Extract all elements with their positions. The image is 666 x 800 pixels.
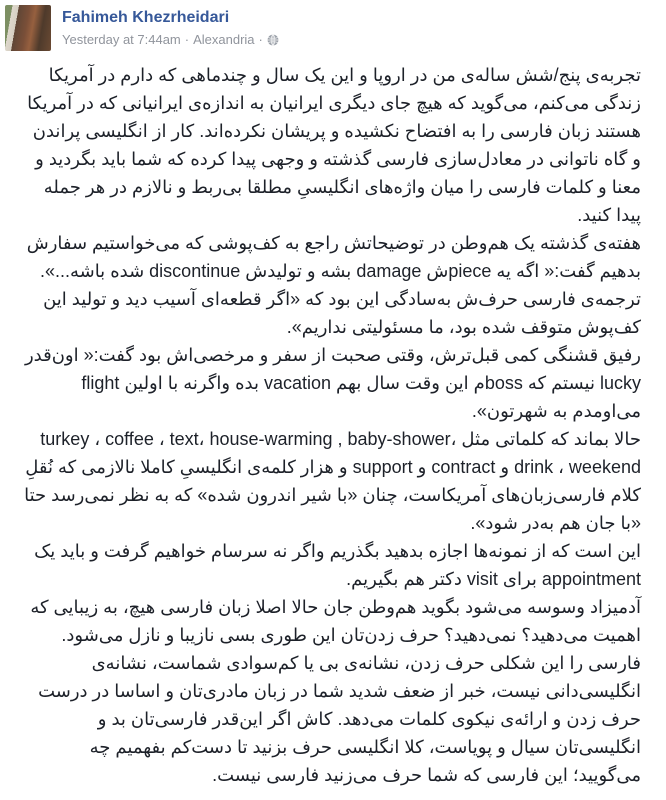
- location-link[interactable]: Alexandria: [193, 32, 255, 47]
- author-name-link[interactable]: Fahimeh Khezrheidari: [62, 9, 230, 26]
- meta-separator: ·: [258, 32, 263, 47]
- post-paragraph: آدمیزاد وسوسه می‌شود بگوید هم‌وطن جان حالا اصلا زبان فارسی هیچ، به زیبایی که اهمیت می‌دهید؟ نمی‌دهید؟ حرف زدن‌تان این طوری بسی نازیبا و نازل می‌شود. فارسی را این شکلی حرف زدن، نشانه‌ی بی یا کم‌سوادی شماست، نشانه‌ی انگلیسی‌دانی نیست، خبر از ضعف شدید شما در زبان مادری‌تان و اساسا در درست حرف زدن و ارائه‌ی نیکوی کلمات می‌دهد. کاش اگر این‌قدر فارسی‌تان بد و انگلیسی‌تان سیال و پویاست، کلا انگلیسی حرف بزنید تا دست‌کم بفهمیم چه می‌گویید؛ این فارسی که شما حرف می‌زنید فارسی نیست.: [30, 597, 641, 785]
- globe-privacy-icon: [267, 34, 279, 46]
- post-paragraph: هفته‌ی گذشته یک هم‌وطن در توضیحاتش راجع به کف‌پوشی که می‌خواستیم سفارش بدهیم گفت:« اگه یه pieceش damage بشه و تولیدش discontinue شده باشه...». ترجمه‌ی فارسی حرف‌ش به‌سادگی این بود که «اگر قطعه‌ای آسیب دید و تولید این کف‌پوش متوقف شده بود، ما مسئولیتی نداریم».: [26, 233, 641, 337]
- post-paragraph: تجربه‌ی پنج/شش ساله‌ی من در اروپا و این یک سال و چندماهی که دارم در آمریکا زندگی می‌کنم، می‌گوید که هیچ جای دیگری ایرانیان به اندازه‌ی ایرانیانی که در آمریکا هستند زبان فارسی را به افتضاح نکشیده و پریشان نکرده‌اند. کار از انگلیسی پراندن و گاه ناتوانی در معادل‌سازی فارسی گذشته و وجهی پیدا کرده که شما باید بگردید و معنا و کلمات فارسی را میان واژه‌های انگلیسیِ مطلقا بی‌ربط و نالازم در هر جمله پیدا کنید.: [27, 65, 641, 225]
- post-paragraph: این است که از نمونه‌ها اجازه بدهید بگذریم واگر نه سرسام خواهیم گرفت و باید یک appointment برای visit دکتر هم بگیریم.: [34, 541, 641, 589]
- post-paragraph: رفیق قشنگی کمی قبل‌ترش، وقتی صحبت از سفر و مرخصی‌اش بود گفت:« اون‌قدر lucky نیستم که bossم این وقت سال بهم vacation بده واگرنه با اولین flight می‌اومدم به شهرتون».: [24, 345, 641, 421]
- timestamp-link[interactable]: Yesterday at 7:44am: [62, 32, 181, 47]
- meta-separator: ·: [184, 32, 190, 47]
- profile-photo[interactable]: [5, 5, 51, 51]
- post-text: [0, 53, 666, 789]
- post-header-info: [62, 5, 279, 47]
- post-meta: [62, 32, 279, 47]
- post-header: [0, 0, 666, 53]
- post-paragraph: حالا بماند که کلماتی مثل ‪turkey ، coffee ، text، house-warming , baby-shower، drink ، weekend‬ و contract و support و هزار کلمه‌ی انگلیسیِ کاملا نالازمی که نُقلِ کلام فارسی‌زبان‌های آمریکاست، چنان «با شیر اندرون شده» که به نظر نمی‌رسد حتا «با جان هم به‌در شود».: [24, 429, 641, 533]
